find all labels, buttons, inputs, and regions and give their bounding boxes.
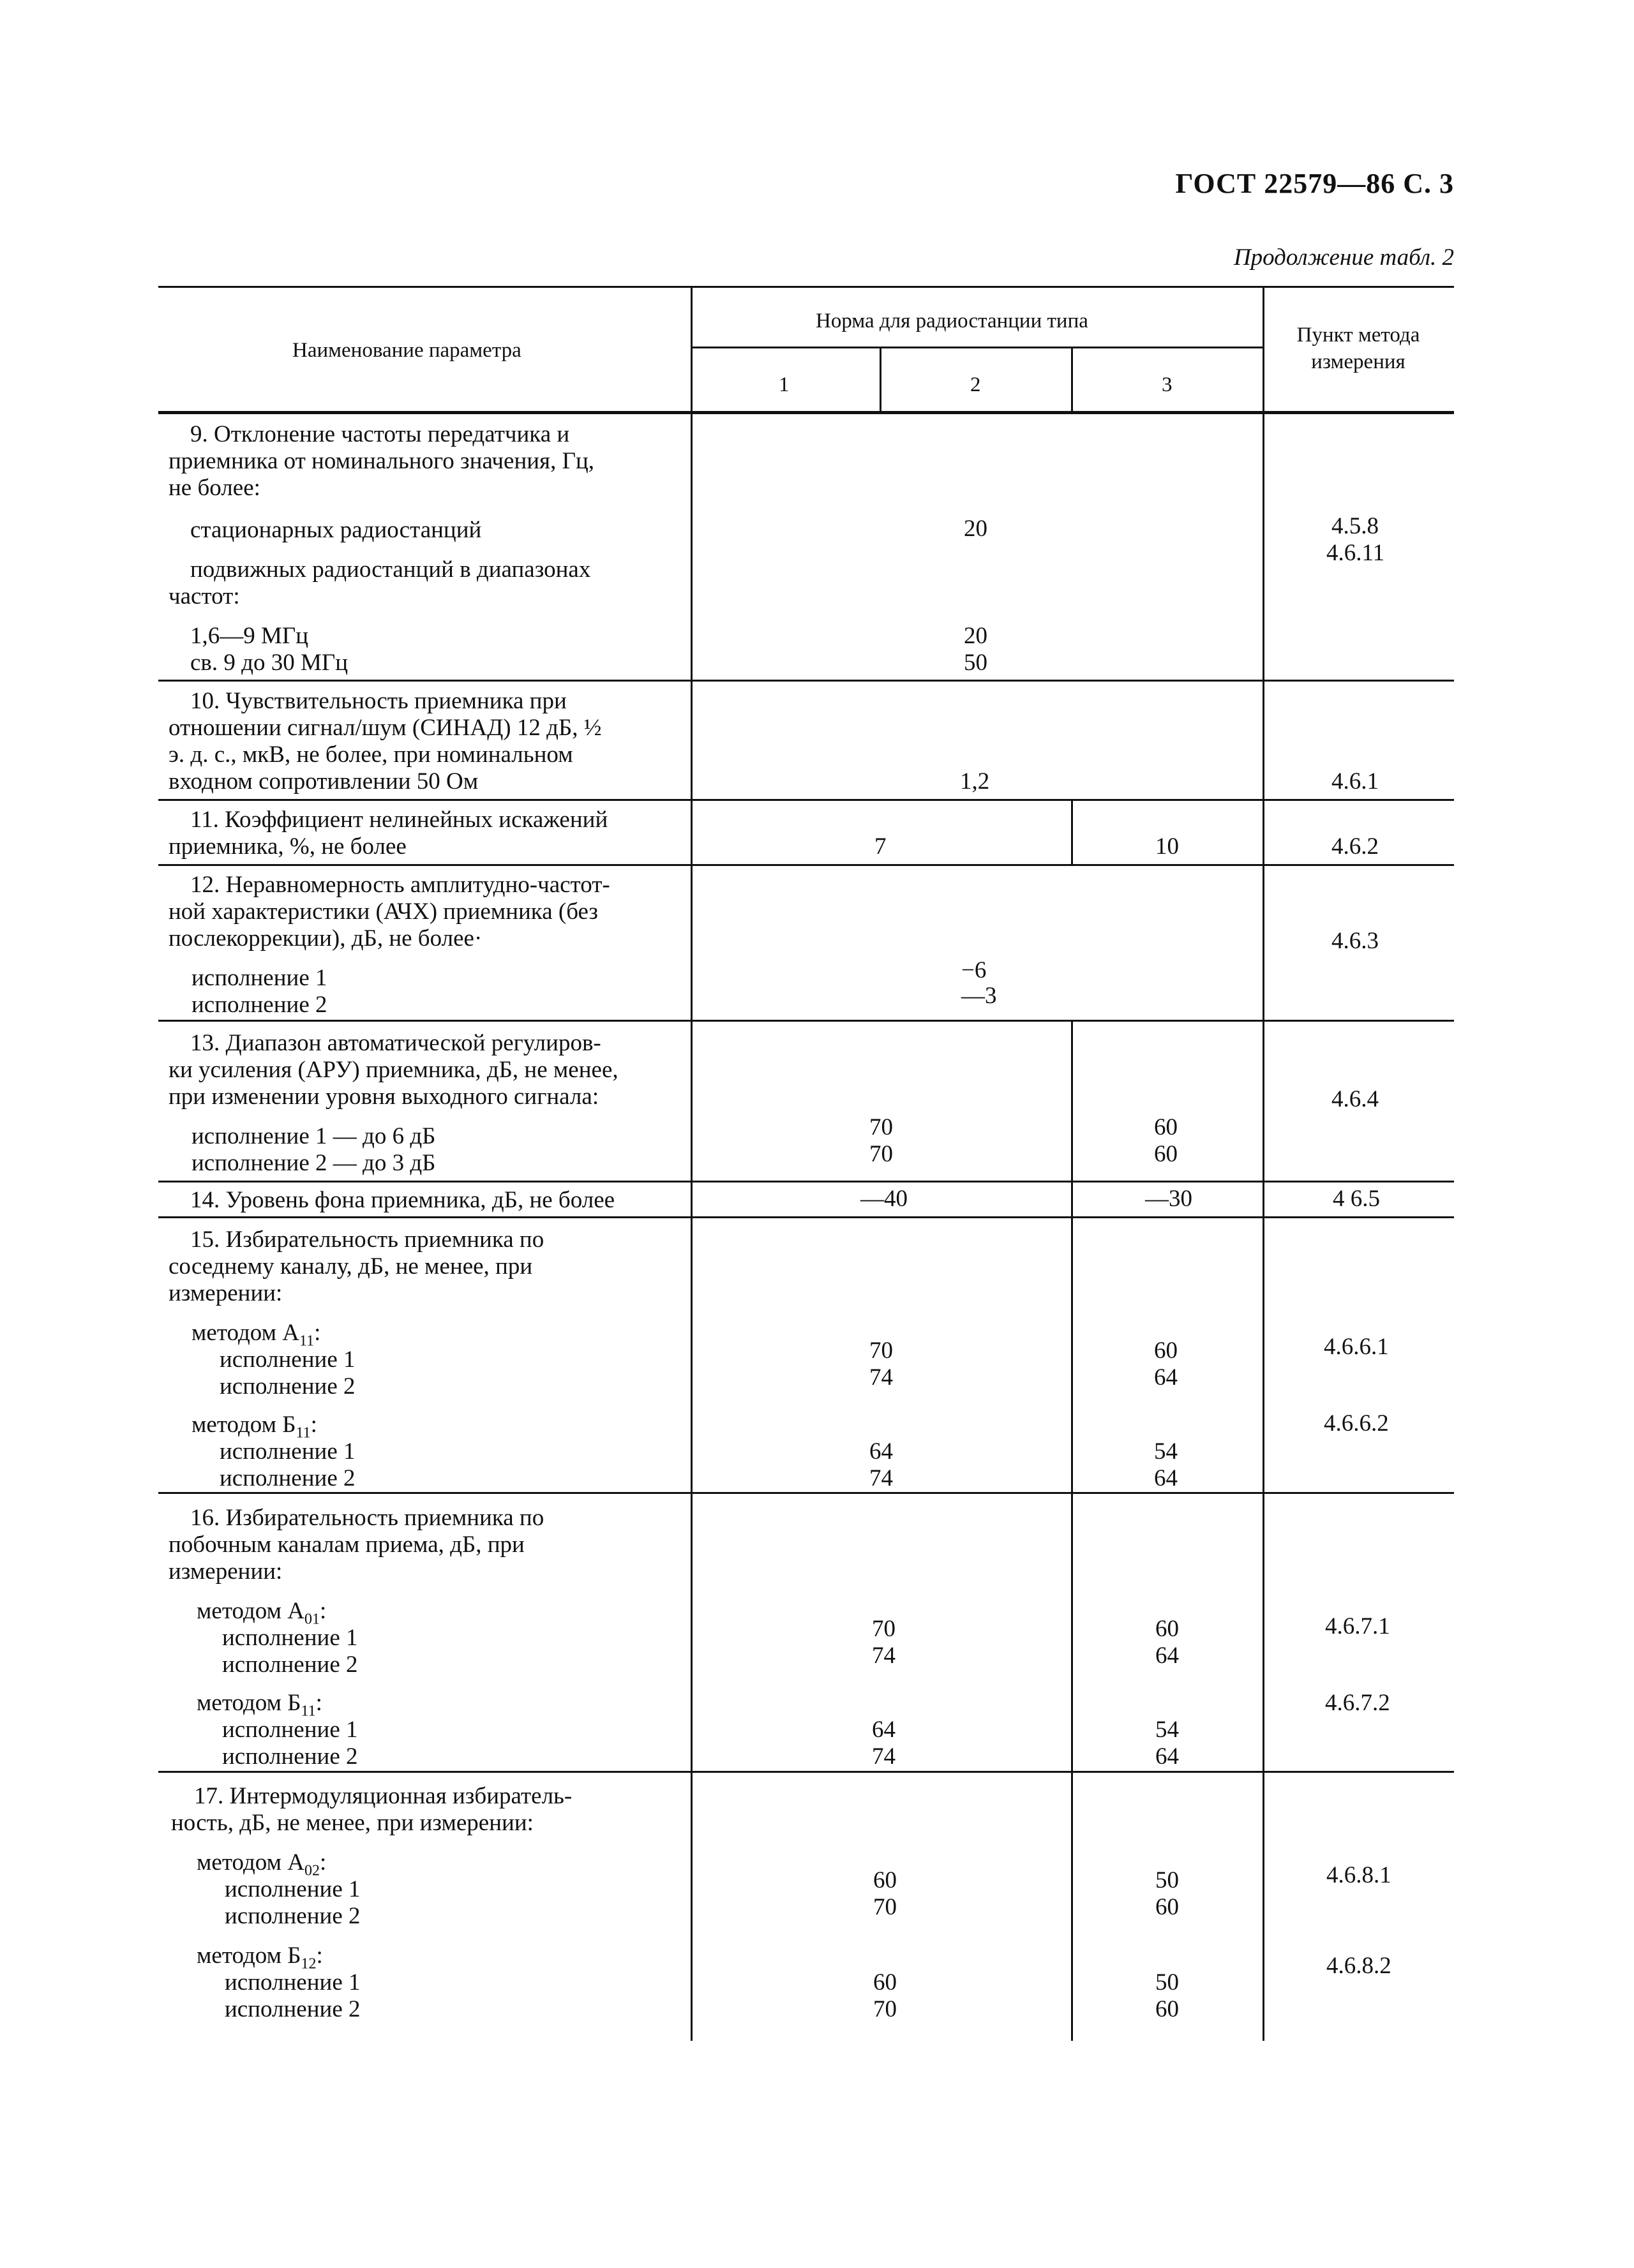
col-divider — [1071, 1020, 1073, 2041]
col-divider — [1263, 286, 1264, 2041]
row11-value-type-3: 10 — [1155, 833, 1179, 860]
row9-band-1-value: 20 — [964, 623, 987, 649]
row15-method-a-v2-types-1-2: 74 — [869, 1364, 893, 1391]
row-rule — [158, 864, 1454, 866]
col-divider — [1071, 347, 1073, 414]
table-caption: Продолжение табл. 2 — [1233, 244, 1454, 271]
row16-method-a-v1-types-1-2: 70 — [872, 1616, 896, 1642]
row9-band-2-value: 50 — [964, 650, 987, 676]
row15-method-b: методом $Б_{11}$: — [191, 1412, 317, 1442]
row17-method-a-v1-types-1-2: 60 — [873, 1867, 897, 1893]
row15-method-b-version-1: исполнение 1 — [220, 1438, 356, 1465]
row17-method-a-v2-types-1-2: 70 — [873, 1894, 897, 1920]
document-reference: ГОСТ 22579—86 С. 3 — [1175, 168, 1454, 199]
row9-band-1: 1,6—9 МГц — [190, 623, 309, 649]
header-bottom-rule — [158, 411, 1454, 414]
row16-method-a-ref: 4.6.7.1 — [1325, 1613, 1390, 1639]
row14-value-types-1-2: —40 — [860, 1186, 908, 1212]
row11-title: приемника, %, не более — [169, 833, 407, 860]
row10-title: 10. Чувствительность приемника при — [190, 688, 567, 714]
row17-method-b-v1-type-3: 50 — [1155, 1969, 1179, 1996]
row11-method: 4.6.2 — [1331, 833, 1379, 860]
row9-stationary: стационарных радиостанций — [190, 517, 482, 543]
row11-title: 11. Коэффициент нелинейных искажений — [190, 807, 608, 833]
row14-value-type-3: —30 — [1145, 1186, 1192, 1212]
row16-method-b-v2-type-3: 64 — [1155, 1743, 1179, 1770]
row15-method-b-version-2: исполнение 2 — [220, 1465, 356, 1491]
row-rule — [158, 799, 1454, 801]
row16-method-a-version-1: исполнение 1 — [222, 1625, 358, 1651]
row12-version-2: исполнение 2 — [191, 992, 327, 1018]
row16-method-b-v1-types-1-2: 64 — [872, 1717, 896, 1743]
row15-method-b-v2-types-1-2: 74 — [869, 1465, 893, 1491]
row9-method: 4.6.11 — [1326, 540, 1385, 566]
row15-title: соседнему каналу, дБ, не менее, при — [169, 1253, 533, 1279]
row15-method-a-ref: 4.6.6.1 — [1324, 1334, 1389, 1360]
header-norm: Норма для радиостанции типа — [816, 310, 1088, 332]
header-method: Пункт метода измерения — [1296, 324, 1420, 373]
col-divider — [1071, 799, 1073, 864]
row13-title: при изменении уровня выходного сигнала: — [169, 1084, 599, 1110]
row13-title: 13. Диапазон автоматической регулиров- — [190, 1030, 601, 1056]
header-type-3: 3 — [1162, 373, 1173, 396]
row15-method-b-v1-type-3: 54 — [1154, 1438, 1178, 1465]
row16-title: 16. Избирательность приемника по — [190, 1505, 544, 1531]
row13-version-1-value-type-3: 60 — [1154, 1114, 1178, 1140]
row17-method-a-v1-type-3: 50 — [1155, 1867, 1179, 1893]
row14-method: 4 6.5 — [1333, 1186, 1380, 1212]
row17-method-b: методом $Б_{12}$: — [197, 1943, 323, 1973]
row12-version-1: исполнение 1 — [191, 965, 327, 991]
row16-title: измерении: — [169, 1558, 283, 1585]
row17-title: 17. Интермодуляционная избиратель- — [194, 1783, 573, 1809]
row16-title: побочным каналам приема, дБ, при — [169, 1532, 525, 1558]
row9-title: не более: — [169, 475, 260, 501]
row11-value-types-1-2: 7 — [874, 833, 887, 860]
row-rule — [158, 680, 1454, 682]
row16-method-b-version-2: исполнение 2 — [222, 1743, 358, 1770]
parameters-table — [158, 286, 1454, 2041]
row13-version-2-value-type-3: 60 — [1154, 1141, 1178, 1167]
row-rule — [158, 1771, 1454, 1773]
header-subrule — [691, 347, 1263, 348]
row15-method-a-v1-types-1-2: 70 — [869, 1338, 893, 1364]
row14-title: 14. Уровень фона приемника, дБ, не более — [190, 1187, 615, 1213]
row13-version-1: исполнение 1 — до 6 дБ — [191, 1123, 436, 1149]
row17-method-b-v2-types-1-2: 70 — [873, 1996, 897, 2022]
row9-band-2: св. 9 до 30 МГц — [190, 650, 349, 676]
header-type-1: 1 — [779, 373, 790, 396]
row16-method-b: методом $Б_{11}$: — [197, 1690, 322, 1720]
row16-method-b-v1-type-3: 54 — [1155, 1717, 1179, 1743]
row9-title: 9. Отклонение частоты передатчика и — [190, 421, 570, 447]
row16-method-b-version-1: исполнение 1 — [222, 1717, 358, 1743]
row16-method-a-version-2: исполнение 2 — [222, 1652, 358, 1678]
row16-method-a-v2-type-3: 64 — [1155, 1643, 1179, 1669]
row16-method-a: методом $А_{01}$: — [197, 1598, 327, 1628]
row12-title: 12. Неравномерность амплитудно-частот- — [190, 872, 610, 898]
row12-title: ной характеристики (АЧХ) приемника (без — [169, 899, 599, 925]
row17-method-a-ref: 4.6.8.1 — [1326, 1862, 1391, 1888]
row10-value: 1,2 — [960, 768, 990, 795]
row15-title: 15. Избирательность приемника по — [190, 1227, 544, 1253]
row16-method-b-v2-types-1-2: 74 — [872, 1743, 896, 1770]
row16-method-a-v2-types-1-2: 74 — [872, 1643, 896, 1669]
col-divider — [880, 347, 881, 414]
row15-method-b-v1-types-1-2: 64 — [869, 1438, 893, 1465]
row15-method-b-v2-type-3: 64 — [1154, 1465, 1178, 1491]
table-top-rule — [158, 286, 1454, 288]
row13-version-2-value-types-1-2: 70 — [869, 1141, 893, 1167]
row12-method: 4.6.3 — [1331, 928, 1379, 954]
row17-method-b-v1-types-1-2: 60 — [873, 1969, 897, 1996]
row15-method-a-version-1: исполнение 1 — [220, 1347, 356, 1373]
row17-method-a-v2-type-3: 60 — [1155, 1894, 1179, 1920]
row15-method-a: методом $А_{11}$: — [191, 1320, 321, 1350]
row9-mobile: подвижных радиостанций в диапазонах — [190, 556, 591, 583]
row15-method-a-v1-type-3: 60 — [1154, 1338, 1178, 1364]
row17-method-a-version-2: исполнение 2 — [225, 1903, 361, 1929]
row17-method-b-version-1: исполнение 1 — [225, 1969, 361, 1996]
row10-title: входном сопротивлении 50 Ом — [169, 768, 479, 795]
row13-version-1-value-types-1-2: 70 — [869, 1114, 893, 1140]
row15-title: измерении: — [169, 1280, 283, 1306]
row12-version-2-value: —3 — [961, 983, 997, 1009]
row17-method-b-version-2: исполнение 2 — [225, 1996, 361, 2022]
row9-mobile: частот: — [169, 583, 240, 609]
row17-method-b-v2-type-3: 60 — [1155, 1996, 1179, 2022]
row17-method-a-version-1: исполнение 1 — [225, 1876, 361, 1902]
row9-title: приемника от номинального значения, Гц, — [169, 448, 595, 474]
row17-title: ность, дБ, не менее, при измерении: — [171, 1810, 534, 1836]
row9-stationary-value: 20 — [964, 516, 987, 542]
row10-title: э. д. с., мкВ, не более, при номинальном — [169, 742, 573, 768]
row10-method: 4.6.1 — [1331, 768, 1379, 795]
row17-method-a: методом $А_{02}$: — [197, 1849, 327, 1879]
header-param-name: Наименование параметра — [292, 339, 521, 362]
row-rule — [158, 1181, 1454, 1182]
row13-title: ки усиления (АРУ) приемника, дБ, не менее, — [169, 1057, 618, 1083]
row13-method: 4.6.4 — [1331, 1086, 1379, 1112]
row15-method-b-ref: 4.6.6.2 — [1324, 1410, 1389, 1436]
row-rule — [158, 1020, 1454, 1022]
row15-method-a-v2-type-3: 64 — [1154, 1364, 1178, 1391]
row9-method: 4.5.8 — [1331, 513, 1379, 539]
row17-method-b-ref: 4.6.8.2 — [1326, 1953, 1391, 1979]
row-rule — [158, 1216, 1454, 1218]
row16-method-a-v1-type-3: 60 — [1155, 1616, 1179, 1642]
row12-title: послекоррекции), дБ, не более· — [169, 925, 483, 951]
row15-method-a-version-2: исполнение 2 — [220, 1373, 356, 1399]
row10-title: отношении сигнал/шум (СИНАД) 12 дБ, ½ — [169, 715, 602, 741]
header-type-2: 2 — [970, 373, 981, 396]
row12-version-1-value: −6 — [961, 957, 987, 983]
row13-version-2: исполнение 2 — до 3 дБ — [191, 1150, 436, 1176]
row-rule — [158, 1492, 1454, 1494]
row16-method-b-ref: 4.6.7.2 — [1325, 1690, 1390, 1716]
col-divider — [691, 286, 693, 2041]
